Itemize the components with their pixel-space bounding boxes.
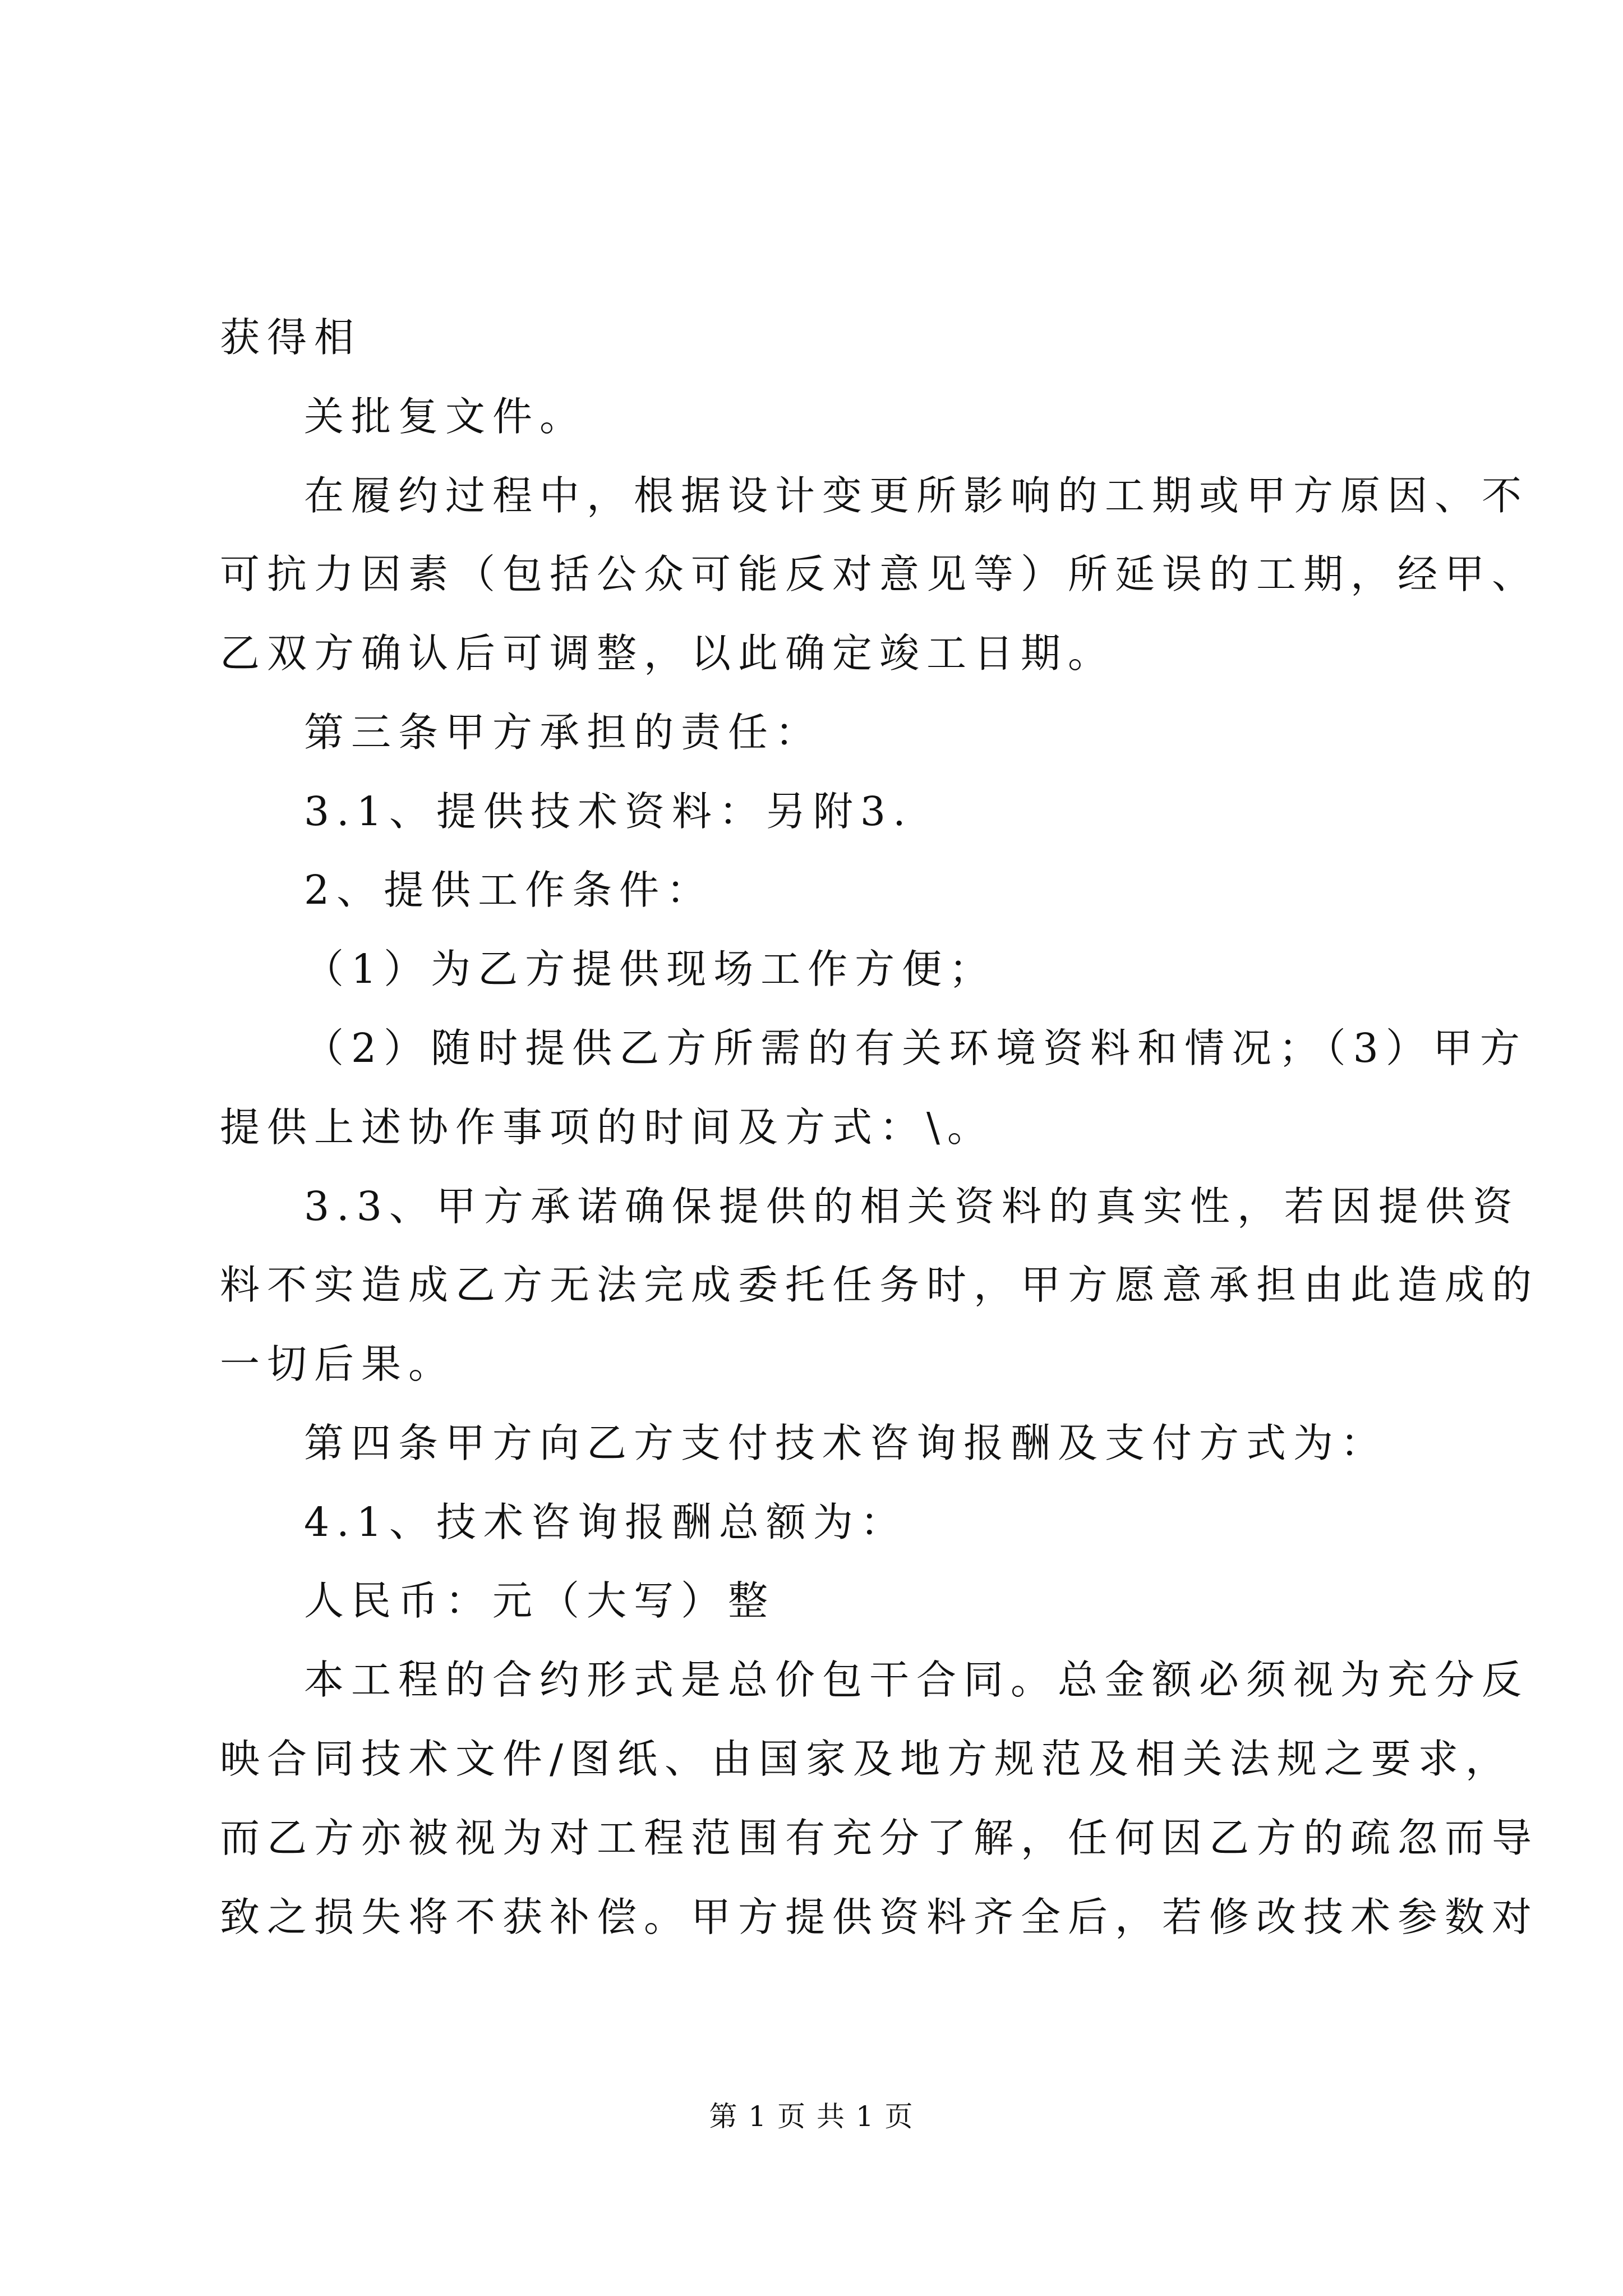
text-line-1: 获得相	[220, 314, 362, 361]
text-line-21: 致之损失将不获补偿。甲方提供资料齐全后，若修改技术参数对	[220, 1894, 1539, 1940]
section-heading-3: 第三条甲方承担的责任：	[304, 709, 823, 756]
text-line-5: 乙双方确认后可调整，以此确定竣工日期。	[220, 630, 1115, 677]
section-heading-4: 第四条甲方向乙方支付技术咨询报酬及支付方式为：	[304, 1420, 1388, 1466]
text-line-9: （1）为乙方提供现场工作方便；	[304, 946, 997, 992]
text-line-3: 在履约过程中，根据设计变更所影响的工期或甲方原因、不	[304, 472, 1529, 519]
text-line-17: 人民币：元（大写）整	[304, 1577, 776, 1624]
text-line-12: 3.3、甲方承诺确保提供的相关资料的真实性，若因提供资	[304, 1183, 1520, 1230]
text-line-18: 本工程的合约形式是总价包干合同。总金额必须视为充分反	[304, 1657, 1529, 1703]
text-line-20: 而乙方亦被视为对工程范围有充分了解，任何因乙方的疏忽而导	[220, 1815, 1539, 1861]
text-line-4: 可抗力因素（包括公众可能反对意见等）所延误的工期，经甲、	[220, 551, 1539, 597]
page-number-footer: 第 1 页 共 1 页	[709, 2100, 914, 2133]
text-line-2: 关批复文件。	[304, 393, 587, 440]
text-line-11: 提供上述协作事项的时间及方式：\。	[220, 1104, 994, 1151]
text-line-14: 一切后果。	[220, 1341, 456, 1387]
text-line-8: 2、提供工作条件：	[304, 867, 714, 913]
text-line-19: 映合同技术文件/图纸、由国家及地方规范及相关法规之要求，	[220, 1736, 1513, 1782]
text-line-16: 4.1、技术咨询报酬总额为：	[304, 1499, 907, 1545]
text-line-10: （2）随时提供乙方所需的有关环境资料和情况；（3）甲方	[304, 1025, 1527, 1071]
text-line-13: 料不实造成乙方无法完成委托任务时，甲方愿意承担由此造成的	[220, 1262, 1539, 1308]
text-line-7: 3.1、提供技术资料：另附3.	[304, 788, 913, 835]
